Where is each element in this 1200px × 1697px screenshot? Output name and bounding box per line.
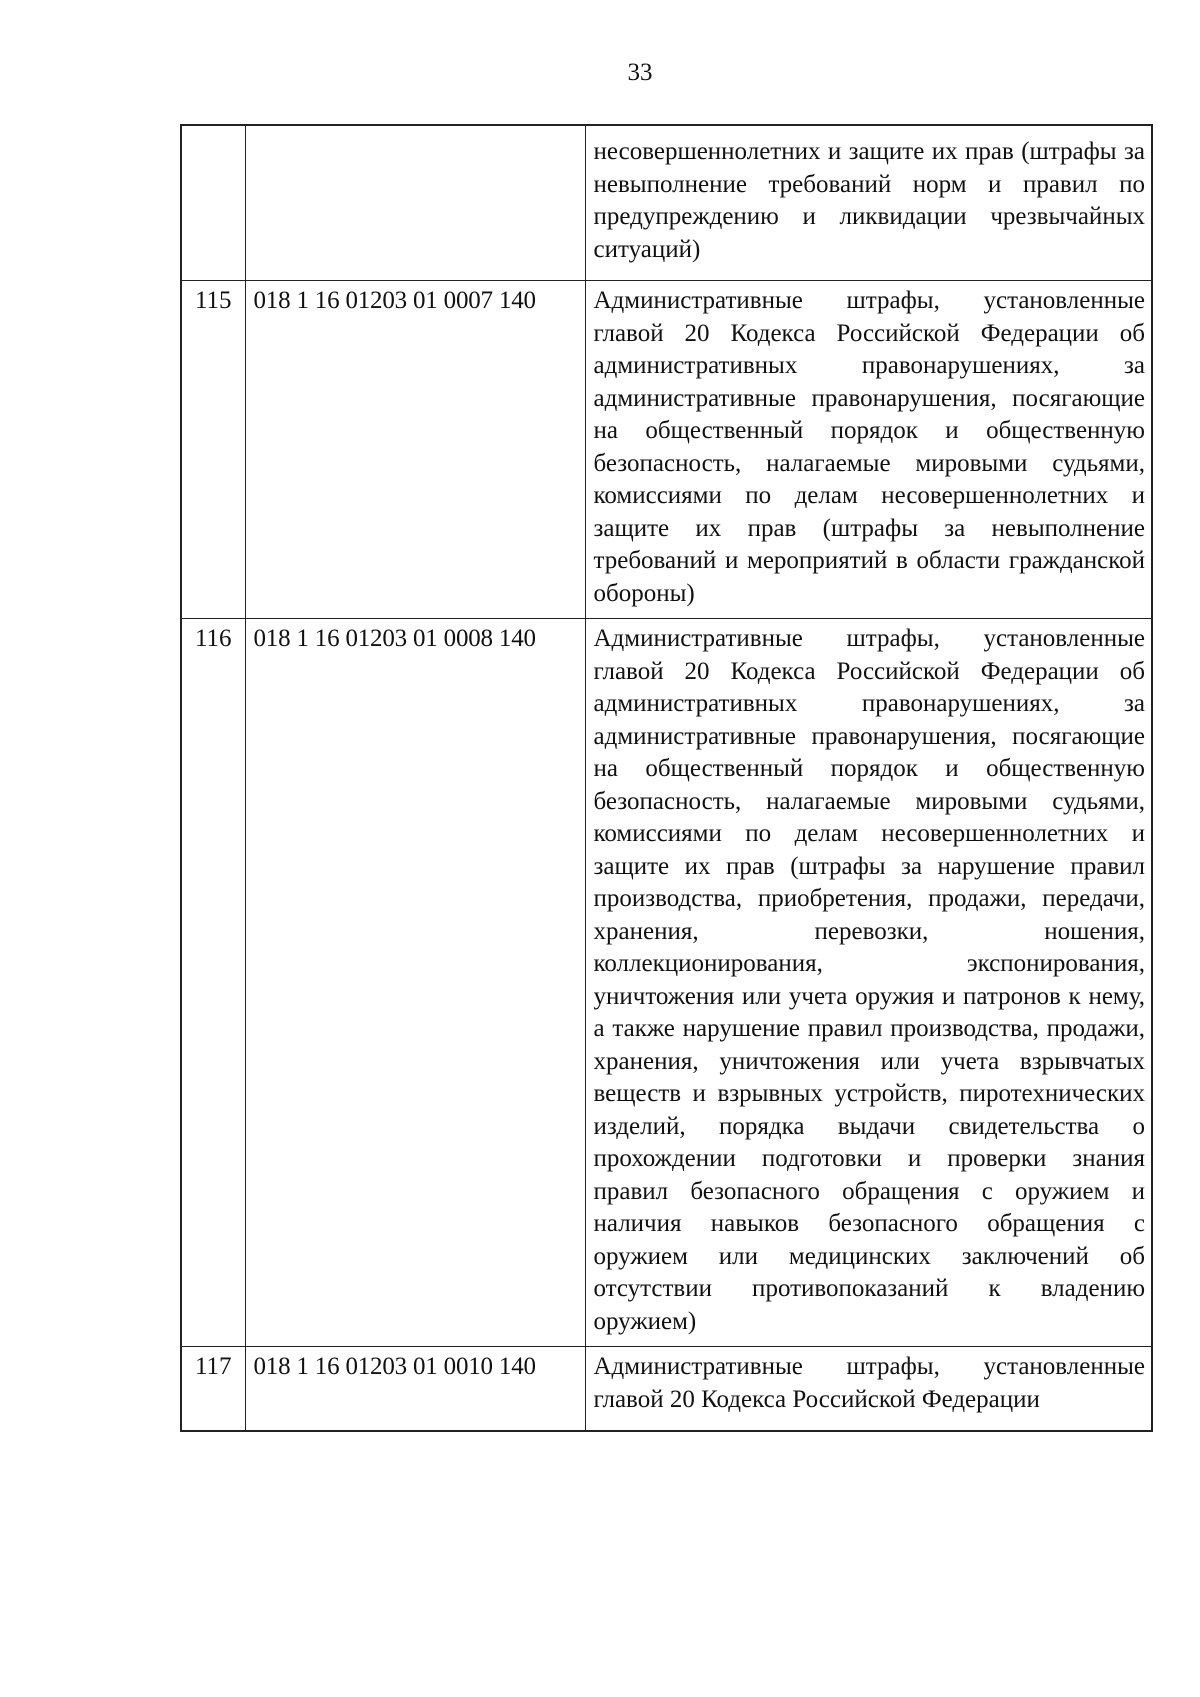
- description-text: Административные штрафы, установленные главой 20 Кодекса Российской Федерации: [593, 1353, 1145, 1413]
- table-row: [181, 619, 1152, 1347]
- description-cell: [585, 619, 1152, 1347]
- budget-codes-table: [180, 124, 1153, 1432]
- description-cell: [585, 281, 1152, 619]
- budget-code-cell: 018 1 16 01203 01 0010 140: [245, 1347, 585, 1432]
- row-number-cell: 116: [181, 619, 245, 1347]
- budget-code-cell: [245, 125, 585, 281]
- budget-code-cell: 018 1 16 01203 01 0007 140: [245, 281, 585, 619]
- page-number: 33: [627, 59, 653, 86]
- description-cell: [585, 125, 1152, 281]
- description-cell: [585, 1347, 1152, 1432]
- table-row: [181, 125, 1152, 281]
- row-number-cell: 117: [181, 1347, 245, 1432]
- description-text: несовершеннолетних и защите их прав (штрафы за невыполнение требований норм и правил по предупреждению и ликвидации чрезвычайных ситуаций): [593, 138, 1145, 263]
- table-row: [181, 281, 1152, 619]
- description-text: Административные штрафы, установленные главой 20 Кодекса Российской Федерации об административных правонарушениях, за административные правонарушения, посягающие на общественный порядок и общественную безопасность, налагаемые мировыми судьями, комиссиями по делам несовершеннолетних и защите их прав (штрафы за невыполнение требований и мероприятий в области гражданской обороны): [593, 287, 1145, 607]
- row-number-cell: 115: [181, 281, 245, 619]
- table-row: [181, 1347, 1152, 1432]
- row-number-cell: [181, 125, 245, 281]
- budget-code-cell: 018 1 16 01203 01 0008 140: [245, 619, 585, 1347]
- description-text: Административные штрафы, установленные главой 20 Кодекса Российской Федерации об административных правонарушениях, за административные правонарушения, посягающие на общественный порядок и общественную безопасность, налагаемые мировыми судьями, комиссиями по делам несовершеннолетних и защите их прав (штрафы за нарушение правил производства, приобретения, продажи, передачи, хранения, перевозки, ношения, коллекционирования, экспонирования, уничтожения или учета оружия и патронов к нему, а также нарушение правил производства, продажи, хранения, уничтожения или учета взрывчатых веществ и взрывных устройств, пиротехнических изделий, порядка выдачи свидетельства о прохождении подготовки и проверки знания правил безопасного обращения с оружием и наличия навыков безопасного обращения с оружием или медицинских заключений об отсутствии противопоказаний к владению оружием): [593, 625, 1145, 1335]
